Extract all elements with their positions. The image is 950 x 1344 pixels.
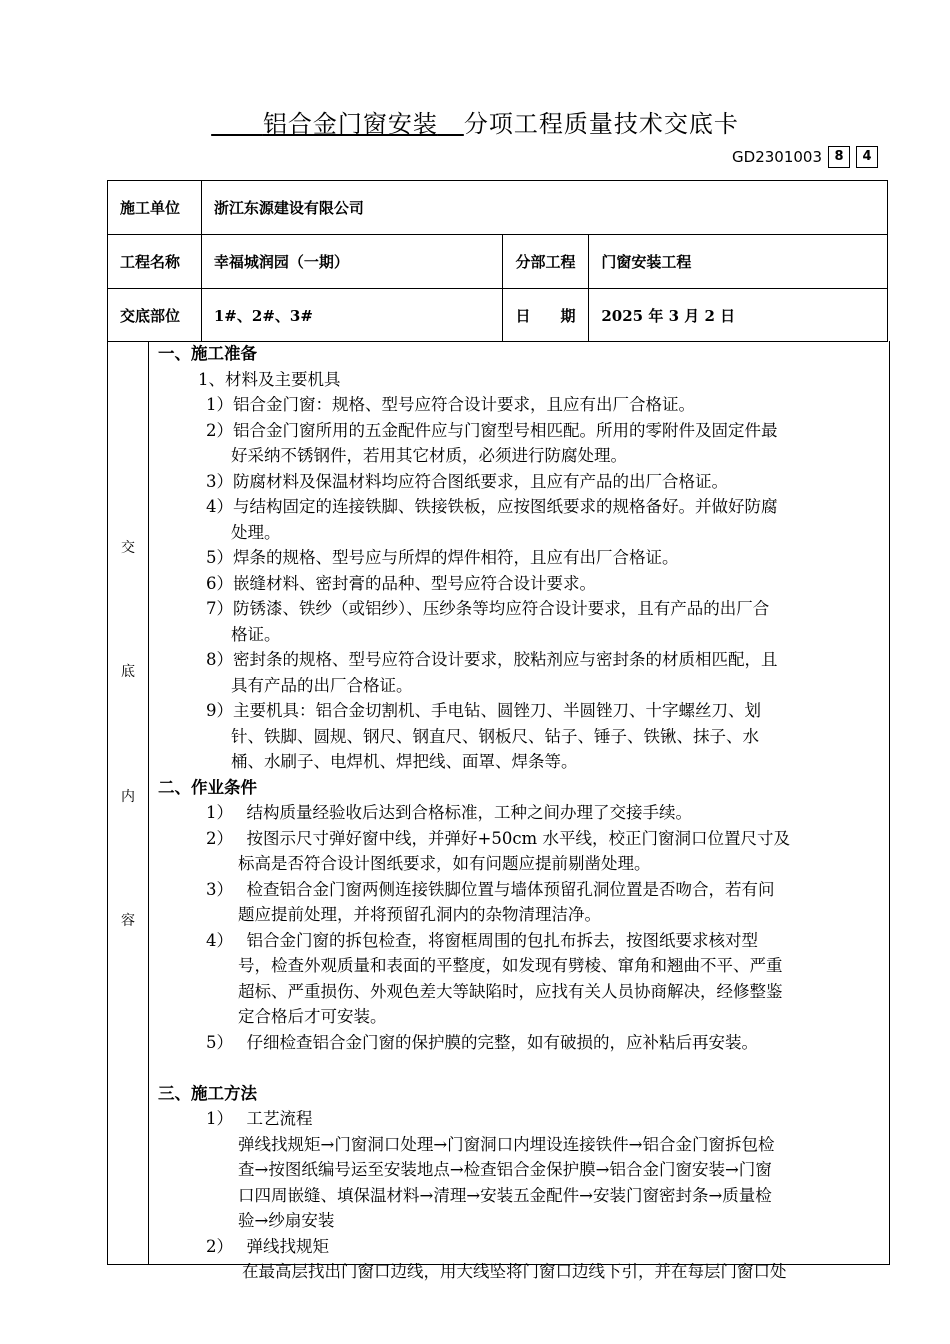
project-value: 幸福城润园（一期） [201,235,503,289]
code-box-2: 4 [856,146,878,168]
content-line: 在最高层找出门窗口边线，用大线坠将门窗口边线下引，并在每层门窗口处 [242,1262,787,1281]
content-line [158,1055,880,1081]
content-line: 5）焊条的规格、型号应与所焊的焊件相符，且应有出厂合格证。 [206,548,679,567]
title-underlined: 铝合金门窗安装 [262,110,438,138]
content-line: 7）防锈漆、铁纱（或铝纱）、压纱条等均应符合设计要求，且有产品的出厂合 [206,599,770,618]
content-line: 标高是否符合设计图纸要求，如有问题应提前剔凿处理。 [238,854,651,873]
content-line: 3）防腐材料及保温材料均应符合图纸要求，且应有产品的出厂合格证。 [206,471,728,491]
content-line: 3） 检查铝合金门窗两侧连接铁脚位置与墙体预留孔洞位置是否吻合，若有问 [206,879,775,899]
unit-label: 施工单位 [108,181,202,235]
content-line: 8）密封条的规格、型号应符合设计要求，胶粘剂应与密封条的材质相匹配，且 [206,650,778,669]
content-line: 格证。 [231,624,281,644]
document-code: GD2301003 [732,148,822,166]
content-line: 2）铝合金门窗所用的五金配件应与门窗型号相匹配。所用的零附件及固定件最 [206,420,778,440]
side-char-1: 交 [121,540,135,556]
content-line: 针、铁脚、圆规、钢尺、钢直尺、钢板尺、钻子、锤子、铁锹、抹子、水 [231,726,759,746]
unit-value: 浙江东源建设有限公司 [201,181,887,235]
date-value: 2025 年 3 月 2 日 [589,289,888,342]
division-value: 门窗安装工程 [589,235,888,289]
content-line: 2） 按图示尺寸弹好窗中线，并弹好+50cm 水平线，校正门窗洞口位置尺寸及 [206,828,790,848]
side-char-3: 内 [121,789,135,805]
content-line: 5） 仔细检查铝合金门窗的保护膜的完整，如有破损的，应补粘后再安装。 [206,1032,758,1052]
side-label-column [108,341,149,1264]
project-label: 工程名称 [108,235,202,289]
part-label: 交底部位 [108,289,202,342]
content-line: 9）主要机具：铝合金切割机、手电钻、圆锉刀、半圆锉刀、十字螺丝刀、划 [206,701,761,720]
code-box-1: 8 [828,146,850,168]
content-line: 1、材料及主要机具 [198,369,341,389]
side-char-4: 容 [121,913,135,929]
content-line: 1）铝合金门窗：规格、型号应符合设计要求，且应有出厂合格证。 [206,395,695,414]
content-line: 好采纳不锈钢件，若用其它材质，必须进行防腐处理。 [231,446,627,465]
section-heading: 二、作业条件 [158,777,257,797]
content-line: 具有产品的出厂合格证。 [231,675,413,695]
content-line: 2） 弹线找规矩 [206,1236,329,1256]
content-line: 1） 工艺流程 [206,1109,313,1128]
content-line: 6）嵌缝材料、密封膏的品种、型号应符合设计要求。 [206,573,596,593]
content-line: 4） 铝合金门窗的拆包检查，将窗框周围的包扎布拆去，按图纸要求核对型 [206,930,758,950]
title-rest: 分项工程质量技术交底卡 [463,110,739,138]
document-title [0,104,950,139]
content-body [158,341,880,1285]
content-line: 口四周嵌缝、填保温材料→清理→安装五金配件→安装门窗密封条→质量检 [238,1185,772,1205]
content-line: 桶、水刷子、电焊机、焊把线、面罩、焊条等。 [231,752,578,771]
side-char-2: 底 [121,664,135,680]
division-label: 分部工程 [503,235,589,289]
content-line: 超标、严重损伤、外观色差大等缺陷时，应找有关人员协商解决，经修整鉴 [238,981,783,1001]
content-line: 处理。 [231,522,281,542]
part-value: 1#、2#、3# [201,289,503,342]
document-code-area [732,146,878,168]
content-line: 弹线找规矩→门窗洞口处理→门窗洞口内埋设连接铁件→铝合金门窗拆包检 [238,1134,775,1154]
content-line: 1） 结构质量经验收后达到合格标准，工种之间办理了交接手续。 [206,803,692,822]
section-heading: 三、施工方法 [158,1083,257,1103]
date-label: 日 期 [503,289,589,342]
content-line: 定合格后才可安装。 [238,1007,387,1026]
content-line: 4）与结构固定的连接铁脚、铁接铁板，应按图纸要求的规格备好。并做好防腐 [206,497,778,516]
header-table [107,180,888,342]
content-line: 题应提前处理，并将预留孔洞内的杂物清理洁净。 [238,905,601,924]
content-line: 号，检查外观质量和表面的平整度，如发现有劈棱、窜角和翘曲不平、严重 [238,956,783,975]
content-section [107,341,890,1281]
content-line: 查→按图纸编号运至安装地点→检查铝合金保护膜→铝合金门窗安装→门窗 [238,1160,772,1179]
section-heading: 一、施工准备 [158,344,257,363]
content-line: 验→纱扇安装 [238,1211,335,1230]
